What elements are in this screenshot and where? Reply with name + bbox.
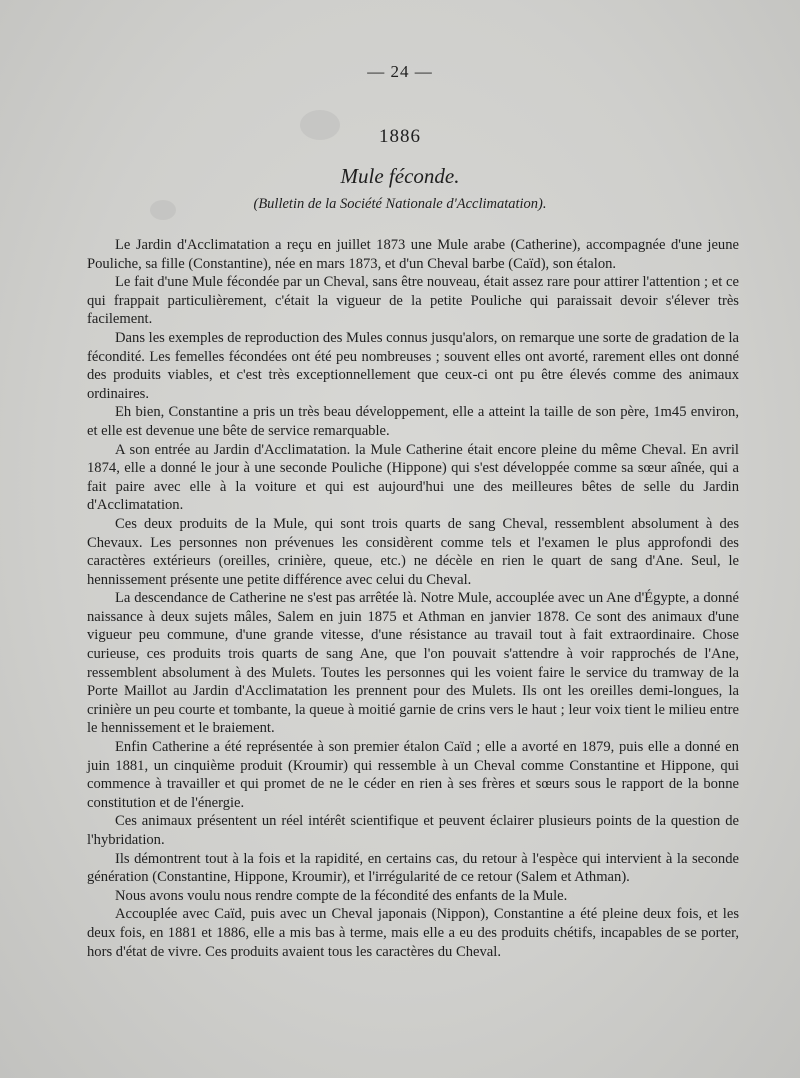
paragraph: Le Jardin d'Acclimatation a reçu en juillet 1873 une Mule arabe (Catherine), accompagnée d'une jeune Pouliche, sa fille (Constantine), née en mars 1873, et d'un Cheval barbe (Caïd), son étalon. <box>87 237 739 272</box>
paragraph: Ces animaux présentent un réel intérêt scientifique et peuvent éclairer plusieurs points de la question de l'hybridation. <box>87 813 739 848</box>
page-number: — 24 — <box>367 62 433 81</box>
paragraph: Nous avons voulu nous rendre compte de la fécondité des enfants de la Mule. <box>115 887 568 904</box>
article-source: (Bulletin de la Société Nationale d'Acclimatation). <box>253 196 547 212</box>
year-heading: 1886 <box>379 126 421 147</box>
paragraph: Ils démontrent tout à la fois et la rapidité, en certains cas, du retour à l'espèce qui intervient à la seconde génération (Constantine, Hippone, Kroumir), et l'irrégularité de ce retour (Salem et Athman). <box>87 850 739 886</box>
paragraph: Dans les exemples de reproduction des Mules connus jusqu'alors, on remarque une sorte de gradation de la fécondité. Les femelles fécondées ont été peu nombreuses ; souvent elles ont avorté, rarement elles ont donné des produits viables, et c'est très exceptionnellement que ceux-ci ont pu être élevés comme des animaux ordinaires. <box>87 329 739 402</box>
paragraph: Eh bien, Constantine a pris un très beau développement, elle a atteint la taille de son père, 1m45 environ, et elle est devenue une bête de service remarquable. <box>87 404 739 439</box>
paragraph: Accouplée avec Caïd, puis avec un Cheval japonais (Nippon), Constantine a été pleine deux fois, et les deux fois, en 1881 et 1886, elle a mis bas à terme, mais elle a eu des produits chétifs, incapables de se porter, hors d'état de vivre. Ces produits avaient tous les caractères du Cheval. <box>87 906 739 960</box>
article-body <box>87 236 739 961</box>
paragraph: Ces deux produits de la Mule, qui sont trois quarts de sang Cheval, ressemblent absolument à des Chevaux. Les personnes non prévenues les considèrent comme tels et l'examen le plus approfondi des caractères extérieurs (oreilles, crinière, queue, etc.) ne décèle en rien le quart de sang d'Ane. Seul, le hennissement présente une petite différence avec celui du Cheval. <box>87 515 739 588</box>
paragraph: Le fait d'une Mule fécondée par un Cheval, sans être nouveau, était assez rare pour attirer l'attention ; et ce qui frappait particulièrement, c'était la vigueur de la petite Pouliche qui paraissait devoir s'élever très facilement. <box>87 274 739 328</box>
paragraph: La descendance de Catherine ne s'est pas arrêtée là. Notre Mule, accouplée avec un Ane d'Égypte, a donné naissance à deux sujets mâles, Salem en juin 1875 et Athman en janvier 1878. Ce sont des animaux d'une vigueur peu commune, d'une grande vitesse, d'une résistance au travail tout à fait extraordinaire. Chose curieuse, ces produits trois quarts de sang Ane, que l'on pouvait s'attendre à voir rapprochés de l'Ane, ressemblent absolument à des Mulets. Toutes les personnes qui les voient faire le service du tramway de la Porte Maillot au Jardin d'Acclimatation les prennent pour des Mulets. Ils ont les oreilles demi-longues, la crinière un peu courte et tombante, la queue à moitié garnie de crins vers le haut ; leur voix tient le milieu entre le hennissement et le braiement. <box>87 590 739 737</box>
paragraph: A son entrée au Jardin d'Acclimatation. la Mule Catherine était encore pleine du même Cheval. En avril 1874, elle a donné le jour à une seconde Pouliche (Hippone) qui s'est développée comme sa sœur aînée, qui a fait paire avec elle à la voiture et qui est aujourd'hui une des meilleures bêtes de selle du Jardin d'Acclimatation. <box>87 441 739 514</box>
paragraph: Enfin Catherine a été représentée à son premier étalon Caïd ; elle a avorté en 1879, puis elle a donné en juin 1881, un cinquième produit (Kroumir) qui ressemble à un Cheval comme Constantine et Hippone, qui commence à travailler et qui promet de ne le céder en rien à ses frères et sœurs sous le rapport de la bonne constitution et de l'énergie. <box>87 739 739 811</box>
article-title: Mule féconde. <box>340 164 460 188</box>
